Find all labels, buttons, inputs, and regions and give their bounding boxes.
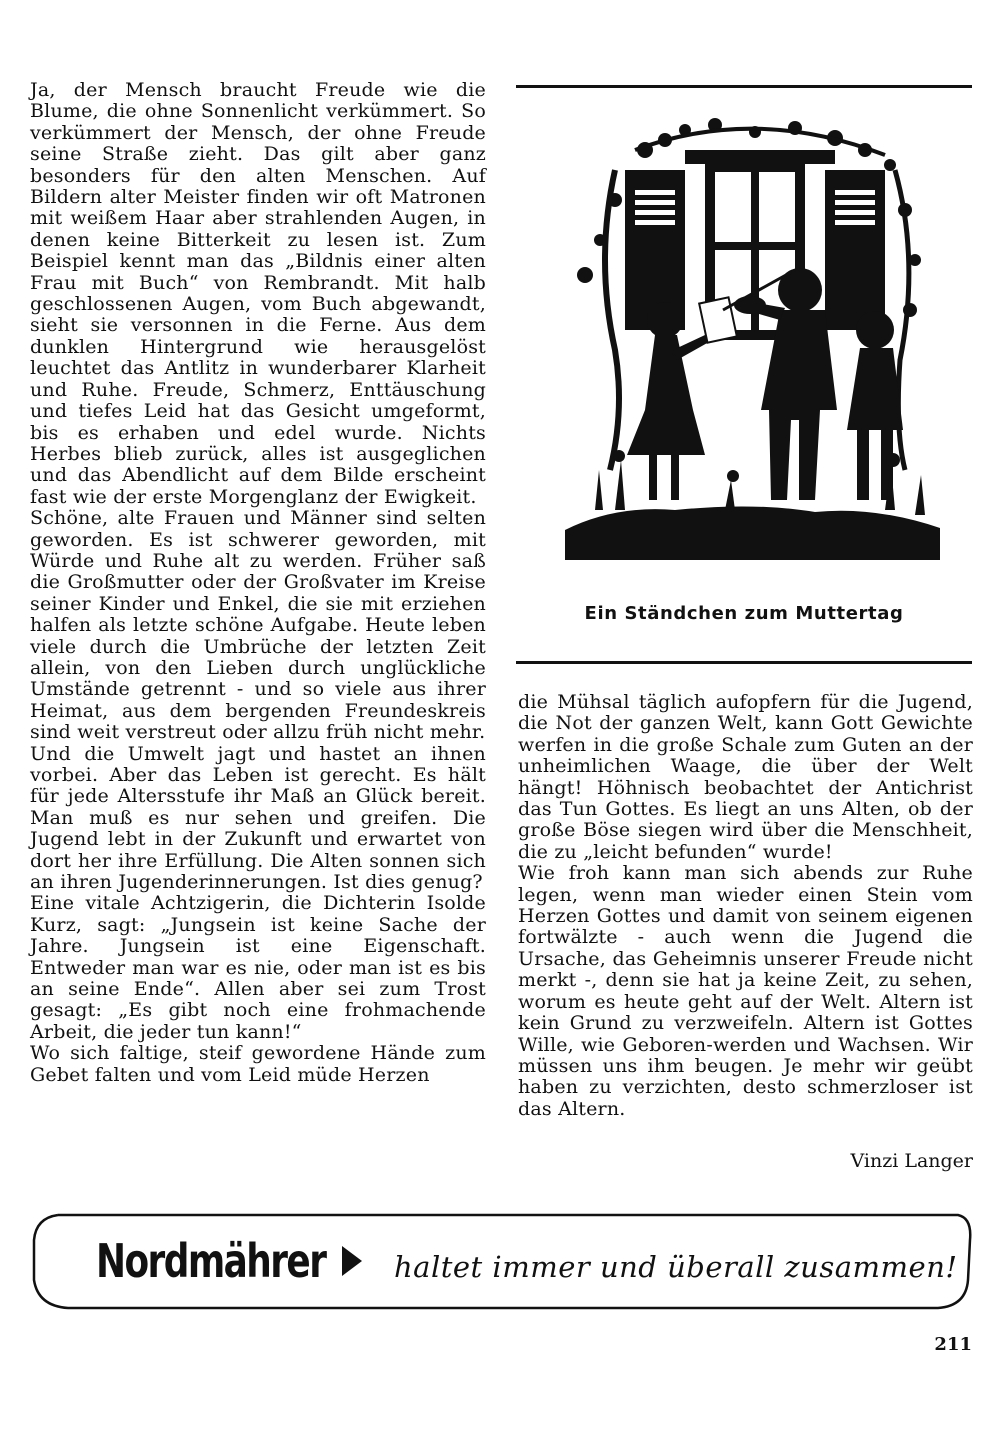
banner-slogan: haltet immer und überall zusammen! bbox=[394, 1250, 958, 1284]
paragraph: Schöne, alte Frauen und Männer sind selten geworden. Es ist schwerer geworden, mit Würde und Ruhe alt zu werden. Früher saß die Großmutter oder der Großvater im Kreise seiner Kinder und Enkel, die sie mit erziehen halfen als letzte schöne Aufgabe. Heute leben viele durch die Umbrüche der letzten Zeit allein, von den Lieben durch unglückliche Umstände getrennt - und so viele aus ihrer Heimat, aus dem bergenden Freundeskreis sind weit verstreut oder allzu früh nicht mehr. bbox=[30, 507, 486, 744]
page-number: 211 bbox=[934, 1334, 972, 1355]
triangle-arrow-icon bbox=[340, 1246, 362, 1276]
rule-top bbox=[516, 85, 972, 88]
paragraph: Und die Umwelt jagt und hastet an ihnen vorbei. Aber das Leben ist gerecht. Es hält für jede Altersstufe ihr Maß an Glück bereit. Man muß es nur sehen und greifen. Die Jugend lebt in der Zukunft und erwartet von dort her ihre Erfüllung. Die Alten sonnen sich an ihren Jugenderinnerungen. Ist dies genug? bbox=[30, 742, 486, 894]
silhouette-illustration bbox=[555, 110, 945, 560]
rule-middle bbox=[516, 661, 972, 664]
banner-title: Nordmährer bbox=[96, 1234, 326, 1288]
article-right-column bbox=[518, 692, 973, 1120]
figure-caption: Ein Ständchen zum Muttertag bbox=[584, 603, 904, 624]
paragraph: Wo sich faltige, steif gewordene Hände zum Gebet falten und vom Leid müde Herzen bbox=[30, 1042, 486, 1086]
author-signature: Vinzi Langer bbox=[850, 1150, 973, 1172]
paragraph: Eine vitale Achtzigerin, die Dichterin Isolde Kurz, sagt: „Jungsein ist keine Sache der Jahre. Jungsein ist eine Eigenschaft. Entweder man war es nie, oder man ist es bis an seine Ende“. Allen aber sei zum Trost gesagt: „Es gibt noch eine frohmachende Arbeit, die jeder tun kann!“ bbox=[30, 892, 486, 1043]
article-left-column bbox=[30, 80, 486, 1086]
paragraph: Wie froh kann man sich abends zur Ruhe legen, wenn man wieder einen Stein vom Herzen Gottes und damit von seinem eigenen fortwälzte - auch wenn die Jugend die Ursache, das Geheimnis unserer Freude nicht merkt -, denn sie hat ja keine Zeit, zu sehen, worum es heute geht auf der Welt. Altern ist kein Grund zu verzweifeln. Altern ist Gottes Wille, wie Geboren-werden und Wachsen. Wir müssen uns ihm beugen. Je mehr wir geübt haben zu verzichten, desto schmerzloser ist das Altern. bbox=[518, 862, 973, 1120]
slogan-banner bbox=[28, 1210, 976, 1314]
paragraph: die Mühsal täglich aufopfern für die Jugend, die Not der ganzen Welt, kann Gott Gewichte werfen in die große Schale zum Guten an der unheimlichen Waage, die über der Welt hängt! Höhnisch beobachtet der Antichrist das Tun Gottes. Es liegt an uns Alten, ob der große Böse siegen wird über die Menschheit, die zu „leicht befunden“ wurde! bbox=[518, 691, 973, 863]
paragraph: Ja, der Mensch braucht Freude wie die Blume, die ohne Sonnenlicht verkümmert. So verkümmert der Mensch, der ohne Freude seine Straße zieht. Das gilt aber ganz besonders für den alten Menschen. Auf Bildern alter Meister finden wir oft Matronen mit weißem Haar aber strahlenden Augen, in denen keine Bitterkeit zu lesen ist. Zum Beispiel kennt man das „Bildnis einer alten Frau mit Buch“ von Rembrandt. Mit halb geschlossenen Augen, vom Buch abgewandt, sieht sie versonnen in die Ferne. Aus dem dunklen Hintergrund wie herausgelöst leuchtet das Antlitz in wunderbarer Klarheit und Ruhe. Freude, Schmerz, Enttäuschung und tiefes Leid hat das Gesicht umgeformt, bis es erhaben und edel wurde. Nichts Herbes blieb zurück, alles ist ausgeglichen und das Abendlicht auf dem Bilde erscheint fast wie der erste Morgenglanz der Ewigkeit. bbox=[30, 79, 486, 508]
